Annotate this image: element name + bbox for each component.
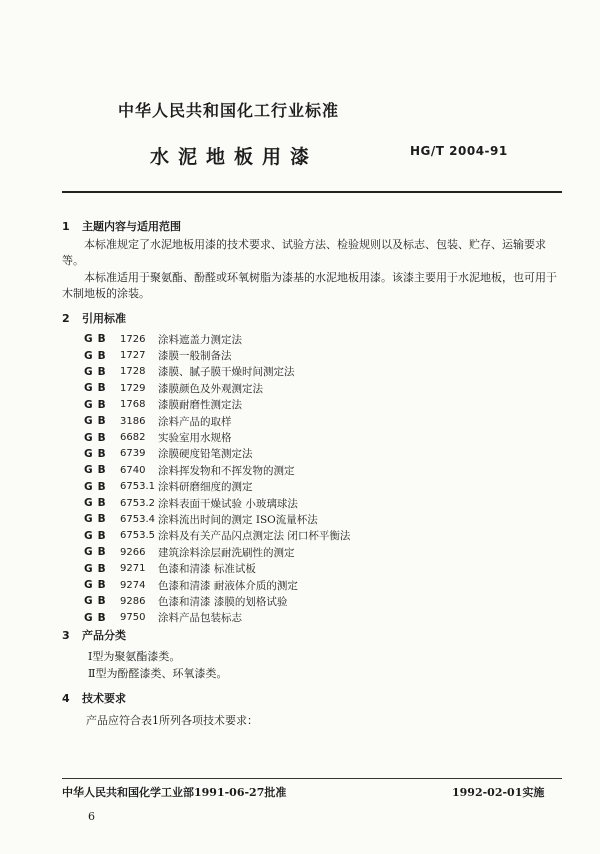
reference-prefix: GB	[84, 497, 111, 510]
document-title: 水泥地板用漆	[150, 146, 319, 168]
reference-title: 漆膜一般制备法	[158, 350, 232, 363]
reference-item	[84, 462, 504, 478]
reference-item	[84, 413, 504, 429]
reference-number: 6753.1	[120, 481, 155, 493]
reference-number: 1728	[120, 366, 146, 378]
reference-item	[84, 380, 504, 396]
reference-prefix: GB	[84, 464, 111, 477]
reference-number: 1727	[120, 350, 146, 362]
reference-number: 6753.2	[120, 497, 155, 509]
reference-item	[84, 511, 504, 527]
section-number: 1	[62, 220, 70, 233]
reference-prefix: GB	[84, 562, 111, 575]
reference-prefix: GB	[84, 447, 111, 460]
reference-item	[84, 364, 504, 380]
reference-title: 涂料产品的取样	[158, 415, 232, 428]
effective-date: 1992-02-01实施	[452, 786, 545, 799]
reference-prefix: GB	[84, 611, 111, 624]
reference-number: 9266	[120, 546, 146, 558]
reference-prefix: GB	[84, 480, 111, 493]
approval-note: 中华人民共和国化学工业部1991-06-27批准	[62, 786, 287, 799]
issuing-authority: 中华人民共和国化工行业标准	[118, 101, 340, 120]
reference-title: 涂料流出时间的测定 ISO流量杯法	[158, 513, 318, 526]
reference-number: 6682	[120, 432, 146, 444]
reference-title: 漆膜、腻子膜干燥时间测定法	[158, 366, 295, 379]
reference-item	[84, 544, 504, 560]
reference-prefix: GB	[84, 513, 111, 526]
reference-number: 1729	[120, 382, 146, 394]
reference-item	[84, 495, 504, 511]
reference-prefix: GB	[84, 415, 111, 428]
section-number: 4	[62, 692, 70, 705]
reference-prefix: GB	[84, 431, 111, 444]
reference-number: 3186	[120, 415, 146, 427]
section-number: 2	[62, 312, 70, 325]
section-1-paragraph-2: 本标准适用于聚氨酯、酚醛或环氧树脂为漆基的水泥地板用漆。该漆主要用于水泥地板，也可用于木制地板的涂装。	[62, 271, 557, 300]
reference-prefix: GB	[84, 579, 111, 592]
reference-title: 色漆和清漆 耐液体介质的测定	[158, 579, 298, 592]
reference-title: 实验室用水规格	[158, 432, 232, 445]
reference-title: 漆膜耐磨性测定法	[158, 399, 242, 412]
footer-divider	[62, 778, 562, 779]
section-number: 3	[62, 629, 70, 642]
reference-title: 建筑涂料涂层耐洗刷性的测定	[158, 546, 295, 559]
section-title: 引用标准	[82, 312, 126, 325]
reference-number: 9750	[120, 612, 146, 624]
reference-number: 6753.5	[120, 530, 155, 542]
section-4-heading	[62, 690, 126, 706]
reference-number: 9286	[120, 595, 146, 607]
section-title: 技术要求	[82, 692, 126, 705]
reference-item	[84, 610, 504, 626]
section-1-heading	[62, 218, 181, 234]
reference-item	[84, 347, 504, 363]
reference-title: 涂料研磨细度的测定	[158, 481, 253, 494]
reference-prefix: GB	[84, 595, 111, 608]
reference-number: 6753.4	[120, 513, 155, 525]
reference-title: 涂膜硬度铅笔测定法	[158, 448, 253, 461]
section-1-paragraph-1: 本标准规定了水泥地板用漆的技术要求、试验方法、检验规则以及标志、包装、贮存、运输要求等。	[62, 238, 546, 267]
classification-type-1: Ⅰ型为聚氨酯漆类。	[88, 650, 181, 663]
reference-title: 涂料产品包装标志	[158, 612, 242, 625]
reference-prefix: GB	[84, 349, 111, 362]
reference-item	[84, 479, 504, 495]
reference-prefix: GB	[84, 382, 111, 395]
reference-number: 9271	[120, 563, 146, 575]
reference-number: 1726	[120, 333, 146, 345]
reference-item	[84, 577, 504, 593]
reference-title: 涂料遮盖力测定法	[158, 333, 242, 346]
reference-title: 色漆和清漆 漆膜的划格试验	[158, 595, 288, 608]
reference-number: 6739	[120, 448, 146, 460]
reference-item	[84, 593, 504, 609]
standard-code: HG/T 2004-91	[410, 144, 508, 158]
reference-title: 涂料表面干燥试验 小玻璃球法	[158, 497, 298, 510]
section-2-heading	[62, 310, 126, 326]
reference-item	[84, 429, 504, 445]
reference-prefix: GB	[84, 365, 111, 378]
reference-prefix: GB	[84, 546, 111, 559]
reference-title: 涂料及有关产品闪点测定法 闭口杯平衡法	[158, 530, 351, 543]
section-3-heading	[62, 627, 126, 643]
reference-title: 漆膜颜色及外观测定法	[158, 382, 263, 395]
classification-type-2: Ⅱ型为酚醛漆类、环氧漆类。	[88, 667, 228, 680]
reference-number: 9274	[120, 579, 146, 591]
reference-title: 色漆和清漆 标准试板	[158, 563, 256, 576]
section-title: 产品分类	[82, 629, 126, 642]
reference-prefix: GB	[84, 529, 111, 542]
reference-prefix: GB	[84, 398, 111, 411]
reference-list	[84, 331, 504, 626]
reference-item	[84, 397, 504, 413]
reference-item	[84, 560, 504, 576]
reference-number: 6740	[120, 464, 146, 476]
reference-item	[84, 446, 504, 462]
technical-requirement-text: 产品应符合表1所列各项技术要求：	[86, 714, 258, 727]
header-divider	[62, 191, 562, 193]
reference-item	[84, 528, 504, 544]
page-number: 6	[88, 810, 95, 823]
reference-title: 涂料挥发物和不挥发物的测定	[158, 464, 295, 477]
reference-prefix: GB	[84, 333, 111, 346]
reference-item	[84, 331, 504, 347]
section-title: 主题内容与适用范围	[82, 220, 181, 233]
reference-number: 1768	[120, 399, 146, 411]
